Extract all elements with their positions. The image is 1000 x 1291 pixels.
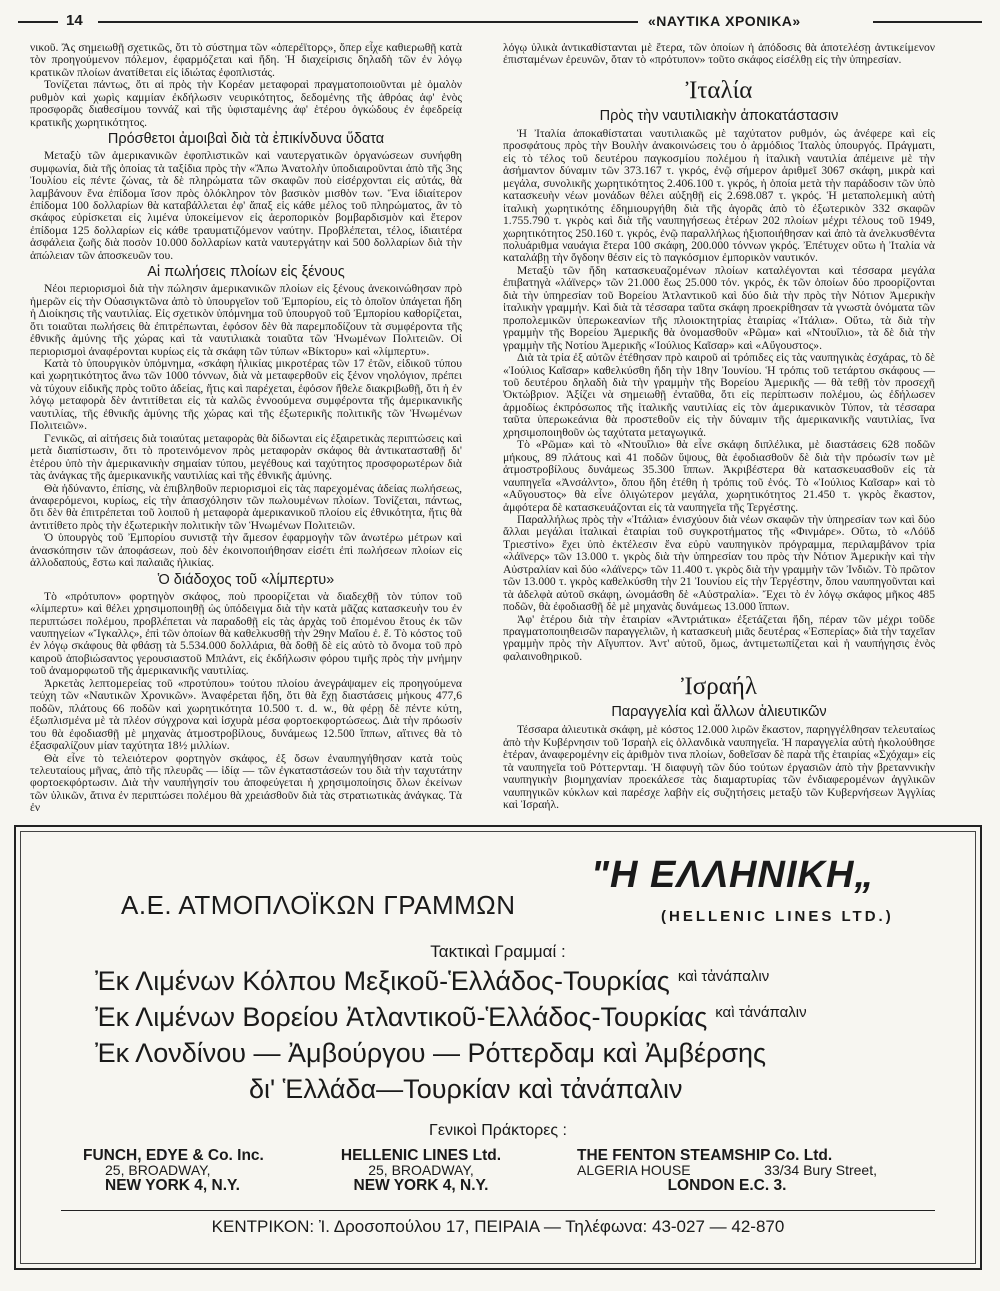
- section-subheading: Πρὸς τὴν ναυτιλιακὴν ἀποκατάστασιν: [599, 107, 839, 124]
- ad-agent-city: NEW YORK 4, N.Y.: [353, 1177, 489, 1194]
- paragraph: Ἀρκετὰς λεπτομερείας τοῦ «προτύπου» τούτου πλοίου ἀνεγράψαμεν εἰς προηγούμενα τεύχη τῶν «Ναυτικῶν Χρονικῶν». Ἀναφέρεται ἤδη, ὅτι θὰ ἔχῃ διαστάσεις μήκους 477,6 ποδῶν, πλάτους 66 ποδῶν καὶ χωρητικότητα 10.500 τ. d. w., θὰ φέρῃ δὲ πέντε κύτη, ἐξωπλισμένα μὲ τὰ πλέον σύγχρονα καὶ ἰσχυρὰ μέσα φορτοεκφορτώσεως. Διὰ τὴν πρόωσίν του θὰ ἐφοδιασθῇ μὲ μηχανὰς ἀτμοστροβίλους, δυνάμεως 12.500 ἵππων, αἵτινες θὰ τὸ ἐξασφαλίζουν μίαν ταχύτητα 18½ μιλλίων.: [30, 676, 462, 753]
- ad-agent: [577, 1148, 877, 1193]
- ad-agent: [83, 1148, 264, 1193]
- ad-agent-city: NEW YORK 4, N.Y.: [105, 1177, 240, 1194]
- advertisement: [14, 825, 982, 1270]
- ad-agent-address-row: [577, 1163, 877, 1178]
- header-rule-middle: [98, 21, 638, 23]
- ad-footer-contact: ΚΕΝΤΡΙΚΟΝ: Ἰ. Δροσοπούλου 17, ΠΕΙΡΑΙΑ — Τηλέφωνα: 43-027 — 42-870: [211, 1217, 785, 1236]
- ad-route-text: Ἐκ Λιμένων Κόλπου Μεξικοῦ-Ἑλλάδος-Τουρκίας: [95, 966, 670, 996]
- ad-route-text: Ἐκ Λονδίνου — Ἀμβούργου — Ρόττερδαμ καὶ Ἀμβέρσης: [95, 1038, 767, 1068]
- ad-route-suffix: καὶ τἀνάπαλιν: [715, 1004, 807, 1021]
- paragraph: Θὰ εἶνε τὸ τελειότερον φορτηγὸν σκάφος, ἐξ ὅσων ἐναυπηγήθησαν κατὰ τοὺς τελευταίους μῆνας, ἀπὸ τῆς πλευρᾶς — ἰδίᾳ — τῶν ἐγκαταστάσεών του διὰ τὴν ταχυτάτην φορτοεκφόρτωσιν. Διὰ τὴν ναυπήγησίν του ἀποφεύγεται ἡ χρησιμοποίησις ὅλων ἐκείνων τῶν ὑλικῶν, ἅτινα ἐν περιπτώσει πολέμου θὰ χρειάσθοῦν διὰ τὰς στρατιωτικὰς ἀνάγκας. Τὰ ἐν: [30, 751, 462, 815]
- ad-route: [95, 1002, 807, 1033]
- ad-route-suffix: καὶ τἀνάπαλιν: [677, 968, 770, 985]
- ad-agent-name: HELLENIC LINES Ltd.: [340, 1147, 502, 1164]
- ad-divider: [61, 1210, 935, 1211]
- section-heading: Πρόσθετοι ἀμοιβαὶ διὰ τὰ ἐπικίνδυνα ὕδατα: [107, 131, 385, 148]
- left-column: [30, 42, 462, 815]
- ad-agent-address: ALGERIA HOUSE: [577, 1162, 691, 1178]
- ad-agent-name: FUNCH, EDYE & Co. Inc.: [83, 1147, 264, 1164]
- paragraph: Γενικῶς, αἱ αἰτήσεις διὰ τοιαύτας μεταφορὰς θὰ δίδωνται εἰς ἐξαιρετικὰς περιπτώσεις καὶ μετὰ διαπίστωσιν, ὅτι τὸ προτεινόμενον πρὸς μεταφορὰν σκάφος θὰ ἀντικατασταθῇ δι' ἑτέρου ὑπὸ τὴν ἀμερικανικὴν σημαίαν τύπου, μεγέθους καὶ ταχύτητος προσφορωτέρων διὰ τὰς ἀνάγκας τῆς ἀμερικανικῆς ναυτιλίας καὶ τῆς ἐθνικῆς ἀμύνης.: [30, 431, 462, 483]
- ad-route: [95, 966, 769, 997]
- ad-agent-city: LONDON E.C. 3.: [667, 1177, 787, 1194]
- section-heading: Ὁ διάδοχος τοῦ «λίμπερτυ»: [157, 571, 335, 588]
- page-header: [18, 12, 982, 32]
- paragraph: Τονίζεται πάντως, ὅτι αἱ πρὸς τὴν Κορέαν μεταφοραὶ πραγματοποιοῦνται μὲ ὁμαλὸν ρυθμὸν καὶ χωρὶς καμμίαν ἐκδήλωσιν νευρικότητος, δεδομένης τῆς ἀθρόας ἀφ' ἑνὸς προσφορᾶς διαθεσίμου τοννάζ καὶ τῆς ὑφισταμένης ἀφ' ἑτέρου ὀγκώδους ἐν ἐφεδρείᾳ κρατικῆς χωρητικότητος.: [30, 78, 462, 129]
- paragraph: Μεταξὺ τῶν ἀμερικανικῶν ἐφοπλιστικῶν καὶ ναυτεργατικῶν ὀργανώσεων συνήφθη συμφωνία, διὰ τῆς ὁποίας τὰ ταξίδια πρὸς τὴν «Ἄπω Ἀνατολὴν ὑποδιαιροῦνται ἀπὸ τῆς 3ης Ἰουλίου εἰς πέντε ζώνας, τὰ δὲ πληρώματα τῶν σκαφῶν ποὺ εἰσέρχονται εἰς αὐτάς, θὰ λαμβάνουν ἕνα ἐπίδομα ἴσον πρὸς ὁλόκληρον τὸν βασικὸν μισθὸν των. Ἕνα ἰδιαίτερον ἐπίδομα 100 δολλαρίων θὰ καταβάλλεται ἐφ' ἅπαξ εἰς κάθε μέλος τοῦ πληρώματος, ἂν τὸ σκάφος εὑρίσκεται εἰς λιμένα ὑποκείμενον εἰς ἀεροπορικὸν βομβαρδισμὸν καὶ ἕτερον ἐπίδομα 125 δολλαρίων εἰς κάθε τραυματιζόμενον ναύτην. Προβλέπεται, τέλος, ἰδιαιτέρα ἀσφάλεια ζωῆς διὰ ποσὸν 10.000 δολλαρίων κατὰ ναυτεργάτην καὶ 500 δολλαρίων διὰ τὴν ἀπώλειαν τῶν ἀποσκευῶν του.: [30, 149, 462, 262]
- ad-agent: [321, 1148, 521, 1193]
- country-heading: Ἰσραήλ: [680, 673, 757, 701]
- page-number: 14: [66, 12, 83, 29]
- ad-agent-name: THE FENTON STEAMSHIP Co. Ltd.: [577, 1147, 833, 1164]
- ad-agent-address: 25, BROADWAY,: [368, 1162, 474, 1178]
- ad-company-name: Α.Ε. ΑΤΜΟΠΛΟΪΚΩΝ ΓΡΑΜΜΩΝ: [121, 890, 516, 920]
- ad-agents-title: Γενικοὶ Πράκτορες :: [429, 1122, 567, 1139]
- paragraph: Παραλλήλως πρὸς τὴν «Ἰτάλια» ἐνισχύουν διὰ νέων σκαφῶν τὴν ὑπηρεσίαν των καὶ δύο ἄλλαι μεγάλαι ἰταλικαὶ ἑταιρίαι τοῦ συγκροτήματος τῆς «Φινμάρε». Οὕτω, τὸ «Λόϋδ Τριεστίνο» ἔχει ὑπὸ ἐκτέλεσιν ἕνα εὐρὺ ναυπηγικὸν πρόγραμμα, περιλαμβάνον τρία «λάϊνερς» τῶν 13.000 τ. γκρὸς διὰ τὴν ὑπηρεσίαν του πρὸς τὴν Νότιον Ἀμερικὴν καὶ τὴν Αὐστραλίαν καὶ δύο «λάϊνερς» τῶν 11.400 τ. γκρὸς διὰ τὴν γραμμὴν τῶν Ἰνδιῶν. Τὸ πρῶτον τῶν 13.000 τ. γκρὸς καθελκύσθη τὴν 21 Ἰουνίου εἰς τὴν Τεργέστην, ὅπου ναυπηγοῦνται καὶ τὰ ἀδελφὰ αὐτοῦ σκάφη, ὠνομάσθη δὲ «Αὐστραλία». Ἔχει τὸ ἐν λόγῳ σκάφος μῆκος 485 ποδῶν, θὰ ἐφοδιασθῇ δὲ μὲ μηχανὰς δυνάμεως 13.000 ἵππων.: [503, 512, 935, 614]
- ad-brand-subtitle: (HELLENIC LINES LTD.): [661, 908, 894, 925]
- paragraph: Ἀφ' ἑτέρου διὰ τὴν ἑταιρίαν «Ἀντριάτικα» ἐξετάζεται ἤδη, πέραν τῶν μέχρι τοῦδε πραγματοποιηθεισῶν παραγγελιῶν, ἡ κατασκευὴ μιᾶς δευτέρας «Ἑσπερίας» διὰ τὴν ταχεῖαν γραμμὴν πρὸς τὴν Αἴγυπτον. Ἀντ' αὐτοῦ, ὅμως, ἀντιμετωπίζεται καὶ ἡ ναυπήγησις ἑνὸς φαλαινοθηρικοῦ.: [503, 612, 935, 663]
- section-heading: Αἱ πωλήσεις πλοίων εἰς ξένους: [147, 264, 345, 281]
- paragraph: Ἡ Ἰταλία ἀποκαθίσταται ναυτιλιακῶς μὲ ταχύτατον ρυθμόν, ὡς ἀνέφερε καὶ εἰς προσφάτους πρὸς τὴν Βουλὴν ἀνακοινώσεις του ὁ ἁρμόδιος Ἰταλὸς ὑπουργός. Πράγματι, εἰς τὸ τέλος τοῦ δευτέρου παγκοσμίου πολέμου ἡ ἰταλικὴ ναυτιλία ἀπέμεινε μὲ τὴν ἀσήμαντον δύναμιν τῶν 373.167 τ. γκρός, ἐνῷ σήμερον ἀριθμεῖ 3067 σκάφη, μικρὰ καὶ μεγάλα, συνολικῆς χωρητικότητος 2.406.100 τ. γκρός, ἡ ὁποία μετὰ τὴν παράδοσιν τῶν ὑπὸ κατασκευὴν νέων μονάδων θέλει αὐξηθῇ εἰς 2.698.087 τ. γκρός. Ἡ μεταπολεμικὴ αὐτὴ ἰταλικὴ χωρητικότης ἐδημιουργήθη διὰ τῆς ἀγορᾶς ἀπὸ τὸ ἐξωτερικὸν 332 σκαφῶν 1.755.790 τ. γκρὸς καὶ διὰ τῆς ναυπηγήσεως ἑτέρων 202 πλοίων μέχρι τέλους τοῦ 1949, χωρητικότητος 250.160 τ. γκρός, ἐνῷ παραλλήλως ἠξιοποιήθησαν καὶ ἀπὸ τὰ ἀνελκυσθέντα πολυάριθμα ναυάγια ἕτερα 100 σκάφη, 200.000 τόννων γκρός. Ἐπέτυχεν οὕτω ἡ Ἰταλία νὰ καταλάβῃ τὴν ὄγδοην θέσιν εἰς τὸ παγκόσμιον ἐμπορικὸν ναυτικόν.: [503, 126, 935, 265]
- ad-lines-title: Τακτικαὶ Γραμμαί :: [430, 942, 566, 961]
- paragraph: Μεταξὺ τῶν ἤδη κατασκευαζομένων πλοίων καταλέγονται καὶ τέσσαρα μεγάλα ἐπιβατηγὰ «λάϊνερς» τῶν 21.000 ἕως 25.000 τόν. γκρός, ἐκ τῶν ὁποίων δύο προορίζονται διὰ τὴν ὑπηρεσίαν τοῦ Βορείου Ἀτλαντικοῦ καὶ δύο διὰ τὴν πρὸς τὴν Νότιον Ἀμερικὴν ἰταλικὴν γραμμήν. Καὶ διὰ τὰ τέσσαρα ταῦτα σκάφη προεκρίθησαν τὰ γνωστὰ ὀνόματα τῶν προπολεμικῶν ὑπερωκεανίων τῆς πλοιοκτητρίας ἑταιρίας «Ἰτάλια». Οὕτω, τὰ διὰ τὴν γραμμὴν τῆς Βορείου Ἀμερικῆς θὰ ὀνομασθοῦν «Ρῶμα» καὶ «Ντουΐλιο», τὰ δὲ διὰ τὴν γραμμὴν τῆς Νοτίου Ἀμερικῆς «Ἰούλιος Καῖσαρ» καὶ «Αὔγουστος».: [503, 263, 935, 352]
- ad-brand-name: "Η ΕΛΛΗΝΙΚΗ„: [591, 854, 875, 896]
- header-rule-left: [18, 21, 58, 23]
- paragraph: λόγῳ ὑλικὰ ἀντικαθίστανται μὲ ἕτερα, τῶν ὁποίων ἡ ἀπόδοσις θὰ ἀποτελέσῃ ἀντικείμενον ἐπισταμένων ἐρευνῶν, ὅταν τὸ «πρότυπον» τοῦτο σκάφος εἰσέλθῃ εἰς τὴν ὑπηρεσίαν.: [503, 41, 935, 67]
- right-column: [503, 42, 935, 812]
- paragraph: νικοῦ. Ἂς σημειωθῇ σχετικῶς, ὅτι τὸ σύστημα τῶν «ὀπερέϊτορς», ὅπερ εἶχε καθιερωθῇ κατὰ τὸν προηγούμενον πόλεμον, ἐφαρμόζεται καὶ ἤδη. Ἡ διαχείρισις δηλαδὴ τῶν ἐν λόγῳ κρατικῶν πλοίων ἀνατίθεται εἰς ἰδιώτας ἐφοπλιστάς.: [30, 41, 462, 79]
- ad-agent-address: 25, BROADWAY,: [105, 1162, 211, 1178]
- advertisement-inner-border: [20, 831, 976, 1264]
- paragraph: Κατὰ τὸ ὑπουργικὸν ὑπόμνημα, «σκάφη ἡλικίας μικροτέρας τῶν 17 ἐτῶν, εἰδικοῦ τύπου καὶ χωρητικότητος ἄνω τῶν 1000 τόννων, διὰ νὰ μεταφερθοῦν εἰς ξένον νηολόγιον, πρέπει νὰ τύχουν εἰδικῆς πρὸς τοῦτο ἀδείας, ἥτις καὶ παρέχεται, ἐφόσον ἤθελε διακριβωθῇ, ὅτι ἡ ἐν λόγῳ μεταφορὰ δὲν ἀντιτίθεται εἰς τὰ καλῶς ἐννοούμενα συμφέροντα τῆς ἀμερικανικῆς ναυτιλίας, τῆς ἐθνικῆς ἀμύνης τῆς χώρας καὶ τῆς ἐξωτερικῆς πολιτικῆς τῶν Ἡνωμένων Πολιτειῶν».: [30, 356, 462, 433]
- ad-agent-street: 33/34 Bury Street,: [764, 1162, 877, 1178]
- ad-route: [95, 1038, 766, 1069]
- journal-title: «ΝΑΥΤΙΚΑ ΧΡΟΝΙΚΑ»: [648, 13, 801, 29]
- paragraph: Διὰ τὰ τρία ἐξ αὐτῶν ἐτέθησαν πρὸ καιροῦ αἱ τρόπιδες εἰς τὰς ναυπηγικὰς ἐσχάρας, τὸ δὲ «Ἰούλιος Καῖσαρ» καθελκύσθη ἤδη τὴν 18ην Ἰουνίου. Ἡ τρόπις τοῦ τετάρτου σκάφους — τοῦ δευτέρου δηλαδὴ διὰ τὴν γραμμὴν τῆς Βορείου Ἀμερικῆς — θὰ τεθῇ τὸν προσεχῆ Ὀκτώβριον. Ἀξίζει νὰ σημειωθῇ ἐνταῦθα, ὅτι εἰς περίπτωσιν πολέμου, ὡς ἐδήλωσεν ἁρμοδίως ἐκπρόσωπος τῆς ἰταλικῆς ναυτιλίας εἰς τὸν ἀμερικανικὸν Τύπον, τὰ τέσσαρα ταῦτα ὑπερωκεάνια θὰ προστεθοῦν εἰς τὴν δύναμιν τῆς ἀμερικανικῆς ναυτιλίας, ἵνα χρησιμοποιηθοῦν ὡς ταχύτατα μεταγωγικά.: [503, 351, 935, 439]
- paragraph: Θὰ ἠδύναντο, ἐπίσης, νὰ ἐπιβληθοῦν περιορισμοὶ εἰς τὰς παρεχομένας ἀδείας πωλήσεως, ἀναφερόμενοι, κυρίως, εἰς τὴν ἀπασχόλησιν τῶν πωλουμένων πλοίων. Τονίζεται, πάντως, ὅτι δὲν θὰ ἐπιτρέπεται τοῦ λοιποῦ ἡ μεταφορὰ ἀμερικανικοῦ πλοίου εἰς ἐθνικότητα, ἥτις θὰ ἀντιτίθετο πρὸς τὴν ἐξωτερικὴν πολιτικὴν τῶν Ἡνωμένων Πολιτειῶν.: [30, 481, 462, 532]
- paragraph: Τέσσαρα ἁλιευτικὰ σκάφη, μὲ κόστος 12.000 λιρῶν ἕκαστον, παρηγγέλθησαν τελευταίως ἀπὸ τὴν Κυβέρνησιν τοῦ Ἰσραὴλ εἰς ὁλλανδικὰ ναυπηγεῖα. Ἡ παραγγελία αὐτὴ ἠκολούθησε ἑτέραν, ἀναφερομένην εἰς ἀριθμὸν τινα πλοίων, δοθεῖσαν δὲ παρὰ τῆς ἑταιρίας «Σχόχαμ» εἰς τὰ ναυπηγεῖα τοῦ Ρόττερνταμ. Ἡ διαφυγὴ τῶν δύο τούτων ἐργασιῶν ἀπὸ τὴν βρεταννικὴν ναυπηγικὴν βιομηχανίαν προεκάλεσε τὰς διαμαρτυρίας τῶν ἐνδιαφερομένων ἀγγλικῶν ναυπηγικῶν κύκλων καὶ παρέσχε λαβὴν εἰς συζητήσεις μεταξὺ τῶν Κυβερνήσεων Ἀγγλίας καὶ Ἰσραήλ.: [503, 723, 935, 812]
- country-heading: Ἰταλία: [685, 76, 753, 104]
- paragraph: Νέοι περιορισμοὶ διὰ τὴν πώλησιν ἀμερικανικῶν πλοίων εἰς ξένους ἀνεκοινώθησαν πρὸ ἡμερῶν εἰς τὴν Οὐασιγκτῶνα ἀπὸ τὸ ὑπουργεῖον τοῦ Ἐμπορίου, εἰς τὸ ὁποῖον ὑπάγεται ἤδη ἡ Διοίκησις τῆς ναυτιλίας. Εἰς σχετικὸν ὑπόμνημα τοῦ ὑπουργοῦ τοῦ Ἐμπορίου καθορίζεται, ὅτι τοιαῦται πωλήσεις θὰ ἐπιτρέπωνται, ἐφόσον δὲν θὰ παρεμποδίζουν τὰ συμφέροντα τῆς ἐθνικῆς ἀμύνης τῆς χώρας καὶ τὰ ναυτιλιακὰ τοιαῦτα τῶν Ἡνωμένων Πολιτειῶν. Οἱ περιορισμοὶ ἀναφέρονται κυρίως εἰς τὰ σκάφη τῶν τύπων «Βίκτορυ» καὶ «λίμπερτυ».: [30, 282, 462, 358]
- ad-route-text: Ἐκ Λιμένων Βορείου Ἀτλαντικοῦ-Ἑλλάδος-Τουρκίας: [95, 1002, 708, 1032]
- section-subheading: Παραγγελία καὶ ἄλλων ἁλιευτικῶν: [611, 704, 827, 721]
- header-rule-right: [873, 21, 982, 23]
- paragraph: Τὸ «Ρῶμα» καὶ τὸ «Ντουΐλιο» θὰ εἶνε σκάφη διπλέλικα, μὲ διαστάσεις 628 ποδῶν μήκους, 89 πλάτους καὶ 41 ποδῶν ὕψους, θὰ ἐφοδιασθοῦν δὲ διὰ τὴν πρόωσίν των μὲ ἀτμοστροβίλους δυνάμεως 35.300 ἵππων. Ἀκριβέστερα θὰ κατασκευασθοῦν εἰς τὰ ναυπηγεῖα «Ἀνσάλντο», ὅπου ἤδη ἐτέθη ἡ τρόπις τοῦ ἑνός. Τὸ «Ἰούλιος Καῖσαρ» καὶ τὸ «Αὔγουστος» θὰ εἶνε ὀλιγώτερον μεγάλα, χωρητικότητος 21.450 τ. γκρὸς ἕκαστον, ἀμφότερα δὲ κατασκευάζονται εἰς τὰ ναυπηγεῖα τῆς Τεργέστης.: [503, 438, 935, 514]
- ad-route-text: δι' Ἑλλάδα—Τουρκίαν καὶ τἀνάπαλιν: [249, 1074, 683, 1104]
- paragraph: Ὁ ὑπουργὸς τοῦ Ἐμπορίου συνιστᾷ τὴν ἄμεσον ἐφαρμογὴν τῶν ἀνωτέρω μέτρων καὶ ἀνασκόπησιν τῶν ἀποφάσεων, ποὺ δὲν ἐκοινοποιήθησαν εἰσέτι ἐπὶ πωλήσεων πλοίων εἰς ἀλλοδαπούς, ἔστω καὶ παλαιᾶς ἡλικίας.: [30, 531, 462, 570]
- paragraph: Τὸ «πρότυπον» φορτηγὸν σκάφος, ποὺ προορίζεται νὰ διαδεχθῇ τὸν τύπον τοῦ «λίμπερτυ» καὶ θέλει χρησιμοποιηθῇ ὡς ὑπόδειγμα διὰ τὴν κατὰ μᾶζας κατασκευὴν του ἐν περιπτώσει πολέμου, προβλέπεται νὰ παραδοθῇ εἰς τὰς ἀρχὰς τοῦ ἐπομένου ἔτους ἐκ τῶν ναυπηγείων «Ἴγκαλλς», ἐπὶ τῶν ὁποίων θὰ καθελκυσθῇ τὴν 29ην Μαΐου ἐ. ἔ. Τὸ κόστος τοῦ ἐν λόγῳ σκάφους θὰ φθάσῃ τὰ 5.534.000 δολλάρια, θὰ δοθῇ δὲ εἰς αὐτὸ τὸ ὄνομα τοῦ πρὸ καιροῦ ἀποβιώσαντος γερουσιαστοῦ Μπλάντ, εἰς ἐκδήλωσιν φόρου τιμῆς πρὸς τὴν μνήμην τοῦ ἀναμορφωτοῦ τῆς ἀμερικανικῆς ναυτιλίας.: [30, 589, 462, 678]
- ad-route: [249, 1074, 682, 1105]
